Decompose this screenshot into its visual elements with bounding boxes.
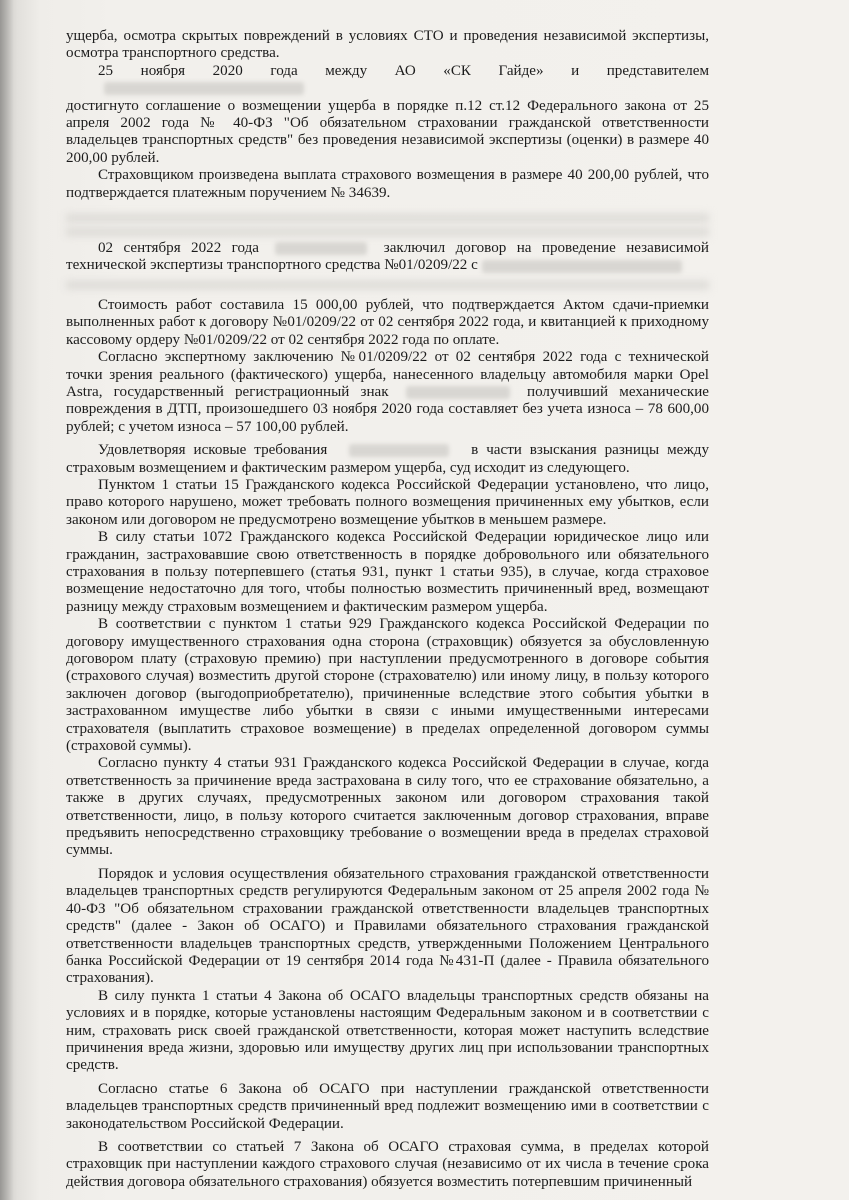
redaction-mark	[275, 242, 367, 255]
redaction-mark	[406, 386, 510, 399]
paragraph: В силу пункта 1 статьи 4 Закона об ОСАГО владельцы транспортных средств обязаны на условиях и в порядке, которые установлены настоящим Федеральным законом и в соответствии с ним, страховать риск своей гражданской ответственности, которая может наступить вследствие причинения вреда жизни, здоровью или имуществу других лиц при использовании транспортных средств.	[66, 987, 709, 1074]
paragraph: Стоимость работ составила 15 000,00 рублей, что подтверждается Актом сдачи-приемки выполненных работ к договору №01/0209/22 от 02 сентября 2022 года, и квитанцией к приходному кассовому ордеру №01/0209/22 от 02 сентября 2022 года по оплате.	[66, 296, 709, 348]
paragraph-text: 02 сентября 2022 года	[98, 240, 259, 257]
paragraph	[66, 349, 709, 436]
paragraph: Согласно пункту 4 статьи 931 Гражданского кодекса Российской Федерации в случае, когда ответственность за причинение вреда застрахована в силу того, что ее страхование обязательно, а также в других случаях, предусмотренных законом или договором страхования такой ответственности, лицо, в пользу которого считается заключенным договор страхования, вправе предъявить непосредственно страховщику требование о возмещении вреда в пределах страховой суммы.	[66, 755, 709, 859]
paragraph-text: в части взыскания разницы между страховым возмещением и фактическим размером ущерба, суд исходит из следующего.	[66, 442, 709, 476]
scan-edge-shadow	[0, 0, 14, 1200]
paragraph: В соответствии с пунктом 1 статьи 929 Гражданского кодекса Российской Федерации по договору имущественного страхования одна сторона (страховщик) обязуется за обусловленную договором плату (страховую премию) при наступлении предусмотренного в договоре события (страхового случая) возместить другой стороне (страхователю) или иному лицу, в пользу которого заключен договор (выгодоприобретателю), причиненные вследствие этого события убытки в застрахованном имуществе либо убытки в связи с иными имущественными интересами страхователя (выплатить страховое возмещение) в пределах определенной договором суммы (страховой суммы).	[66, 616, 709, 755]
paragraph	[66, 442, 709, 477]
paragraph-text: Удовлетворяя исковые требования	[98, 442, 328, 459]
paragraph-text: 25 ноября 2020 года между АО «СК Гайде» и представителем	[98, 62, 709, 79]
paragraph-text: заключил договор на проведение независимой технической экспертизы транспортного средства №01/0209/22 с	[66, 240, 709, 274]
paragraph: ущерба, осмотра скрытых повреждений в условиях СТО и проведения независимой экспертизы, осмотра транспортного средства.	[66, 28, 709, 62]
paragraph: Порядок и условия осуществления обязательного страхования гражданской ответственности владельцев транспортных средств регулируются Федеральным законом от 25 апреля 2002 года № 40-ФЗ "Об обязательном страховании гражданской ответственности владельцев транспортных средств" (далее - Закон об ОСАГО) и Правилами обязательного страхования гражданской ответственности владельцев транспортных средств, утвержденными Положением Центрального банка Российской Федерации от 19 сентября 2014 года №431-П (далее - Правила обязательного страхования).	[66, 865, 709, 987]
paragraph: Страховщиком произведена выплата страхового возмещения в размере 40 200,00 рублей, что подтверждается платежным поручением № 34639.	[66, 167, 709, 201]
redaction-mark	[482, 260, 682, 273]
paragraph-text: получивший механические повреждения в ДТП, произошедшего 03 ноября 2020 года составляет без учета износа – 78 600,00 рублей; с учетом износа – 57 100,00 рублей.	[66, 383, 709, 435]
redacted-region	[66, 202, 709, 240]
paragraph: Пунктом 1 статьи 15 Гражданского кодекса Российской Федерации установлено, что лицо, право которого нарушено, может требовать полного возмещения причиненных ему убытков, если законом или договором не предусмотрено возмещение убытков в меньшем размере.	[66, 476, 709, 528]
redacted-region	[66, 275, 709, 297]
paragraph: Согласно статье 6 Закона об ОСАГО при наступлении гражданской ответственности владельцев транспортных средств причиненный вред подлежит возмещению ими в соответствии с законодательством Российской Федерации.	[66, 1080, 709, 1132]
paragraph-text: Согласно экспертному заключению №01/0209/22 от 02 сентября 2022 года с технической точки зрения реального (фактического) ущерба, нанесенного владельцу автомобиля марки Opel Astra, государственный регистрационный знак	[66, 349, 709, 400]
paragraph: В соответствии со статьей 7 Закона об ОСАГО страховая сумма, в пределах которой страховщик при наступлении каждого страхового случая (независимо от их числа в течение срока действия договора обязательного страхования) обязуется возместить потерпевшим причиненный	[66, 1138, 709, 1190]
redaction-mark	[104, 82, 304, 95]
paragraph	[66, 63, 709, 98]
redaction-mark	[349, 444, 449, 457]
paragraph: достигнуто соглашение о возмещении ущерба в порядке п.12 ст.12 Федерального закона от 25 апреля 2002 года № 40-ФЗ "Об обязательном страховании гражданской ответственности владельцев транспортных средств" без проведения независимой экспертизы (оценки) в размере 40 200,00 рублей.	[66, 97, 709, 166]
document-body	[66, 28, 709, 1191]
paragraph: В силу статьи 1072 Гражданского кодекса Российской Федерации юридическое лицо или гражданин, застраховавшие свою ответственность в порядке добровольного или обязательного страхования в пользу потерпевшего (статья 931, пункт 1 статьи 935), в случае, когда страховое возмещение недостаточно для того, чтобы полностью возместить причиненный вред, возмещают разницу между страховым возмещением и фактическим размером ущерба.	[66, 529, 709, 615]
paragraph	[66, 240, 709, 275]
